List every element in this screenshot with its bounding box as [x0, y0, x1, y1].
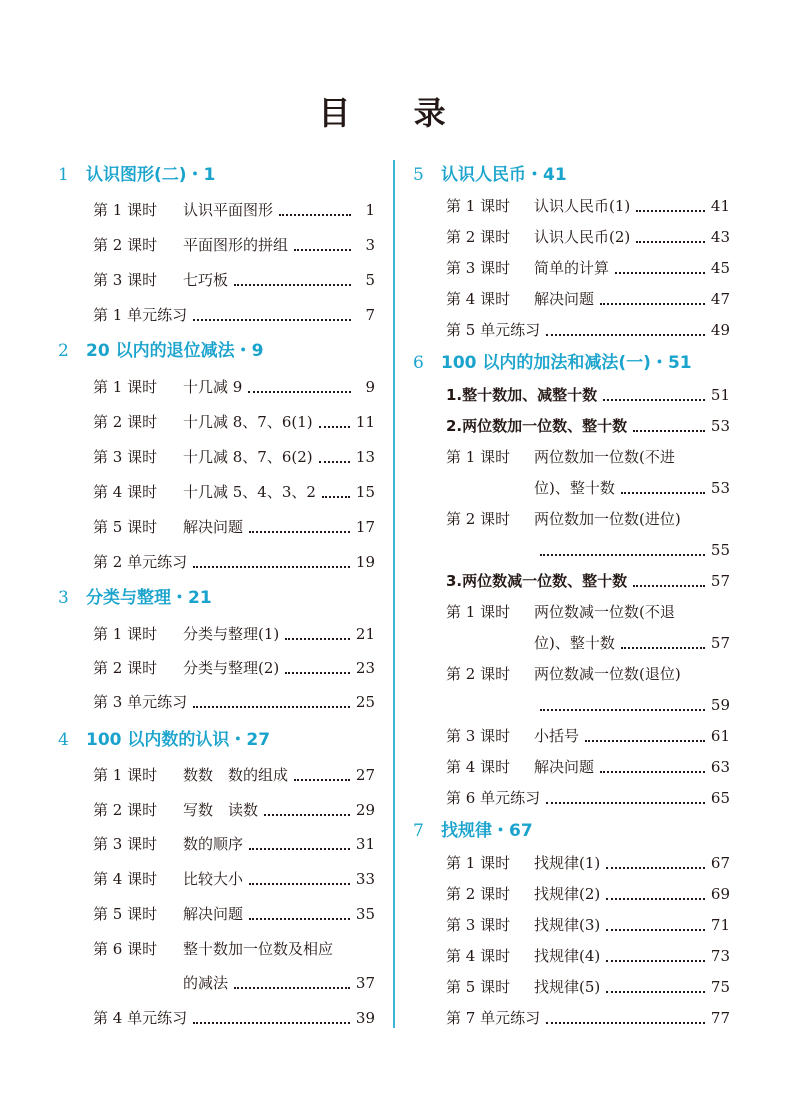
entry-title: 认识人民币(2) [534, 228, 631, 246]
section-heading[interactable] [58, 727, 378, 753]
entry-title: 两位数加一位数(进位) [534, 510, 681, 528]
toc-entry[interactable] [93, 656, 375, 680]
section-title: 认识人民币・41 [441, 165, 567, 185]
entry-page: 57 [710, 572, 730, 590]
entry-label: 第 7 单元练习 [446, 1009, 541, 1027]
entry-label: 第 1 课时 [93, 766, 158, 784]
entry-title: 2.两位数加一位数、整十数 [446, 417, 628, 435]
entry-page: 41 [710, 197, 730, 215]
leader-dots [285, 638, 350, 640]
toc-entry[interactable] [93, 233, 375, 257]
entry-page: 17 [355, 518, 375, 536]
toc-entry[interactable] [446, 318, 730, 342]
entry-page: 7 [365, 306, 375, 324]
leader-dots [603, 399, 705, 401]
entry-page: 37 [355, 974, 375, 992]
entry-label: 第 4 课时 [446, 290, 511, 308]
leader-dots [621, 492, 705, 494]
entry-label: 第 3 课时 [446, 727, 511, 745]
toc-entry[interactable] [446, 882, 730, 906]
toc-entry[interactable] [93, 550, 375, 574]
toc-left-column [58, 0, 378, 1100]
entry-page: 75 [710, 978, 730, 996]
toc-entry[interactable] [93, 198, 375, 222]
entry-label: 第 1 课时 [93, 378, 158, 396]
leader-dots [621, 647, 705, 649]
toc-entry-continued[interactable] [446, 693, 730, 717]
toc-entry[interactable] [446, 287, 730, 311]
leader-dots [633, 585, 705, 587]
leader-dots [600, 303, 705, 305]
entry-label: 第 5 课时 [446, 978, 511, 996]
leader-dots [249, 848, 350, 850]
toc-entry[interactable] [446, 445, 730, 469]
entry-label: 第 1 单元练习 [93, 306, 188, 324]
toc-entry[interactable] [446, 913, 730, 937]
entry-page: 63 [710, 758, 730, 776]
entry-title: 找规律(3) [534, 916, 601, 934]
leader-dots [248, 391, 351, 393]
entry-title: 找规律(2) [534, 885, 601, 903]
entry-label: 第 1 课时 [446, 854, 511, 872]
leader-dots [585, 740, 705, 742]
toc-entry[interactable] [446, 662, 730, 686]
entry-title: 两位数加一位数(不进 [534, 448, 675, 466]
entry-label: 第 3 课时 [93, 271, 158, 289]
entry-label: 第 3 课时 [446, 259, 511, 277]
entry-page: 29 [355, 801, 375, 819]
entry-label: 第 5 课时 [93, 905, 158, 923]
toc-entry[interactable] [93, 867, 375, 891]
toc-entry[interactable] [93, 798, 375, 822]
section-number: 2 [58, 341, 69, 361]
entry-title: 数数 数的组成 [183, 766, 289, 784]
entry-page: 9 [365, 378, 375, 396]
entry-title: 找规律(4) [534, 947, 601, 965]
entry-title: 认识人民币(1) [534, 197, 631, 215]
toc-entry[interactable] [446, 507, 730, 531]
toc-subsection[interactable] [446, 414, 730, 438]
entry-page: 15 [355, 483, 375, 501]
entry-title: 两位数减一位数(退位) [534, 665, 681, 683]
entry-label: 第 6 课时 [93, 940, 158, 958]
leader-dots [249, 883, 350, 885]
entry-title: 找规律(1) [534, 854, 601, 872]
entry-page: 71 [710, 916, 730, 934]
section-number: 4 [58, 730, 69, 750]
entry-title: 找规律(5) [534, 978, 601, 996]
entry-title: 分类与整理(2) [183, 659, 280, 677]
leader-dots [633, 430, 705, 432]
entry-page: 57 [710, 634, 730, 652]
leader-dots [600, 771, 705, 773]
entry-label: 第 4 课时 [93, 870, 158, 888]
toc-entry[interactable] [93, 268, 375, 292]
toc-entry[interactable] [93, 622, 375, 646]
leader-dots [294, 779, 350, 781]
entry-page: 23 [355, 659, 375, 677]
entry-label: 第 3 课时 [446, 916, 511, 934]
entry-page: 73 [710, 947, 730, 965]
section-number: 3 [58, 588, 69, 608]
toc-entry[interactable] [93, 375, 375, 399]
leader-dots [319, 426, 350, 428]
leader-dots [193, 706, 350, 708]
entry-title: 小括号 [534, 727, 580, 745]
toc-entry[interactable] [446, 225, 730, 249]
leader-dots [279, 214, 351, 216]
entry-label: 第 2 课时 [93, 236, 158, 254]
toc-entry[interactable] [93, 515, 375, 539]
toc-entry-continued[interactable] [446, 631, 730, 655]
entry-title: 简单的计算 [534, 259, 610, 277]
entry-label: 第 5 单元练习 [446, 321, 541, 339]
entry-title: 解决问题 [183, 518, 244, 536]
section-title: 20 以内的退位减法・9 [86, 341, 264, 361]
entry-label: 第 4 课时 [93, 483, 158, 501]
section-number: 5 [413, 165, 424, 185]
entry-title: 解决问题 [183, 905, 244, 923]
leader-dots [540, 709, 705, 711]
entry-label: 第 5 课时 [93, 518, 158, 536]
leader-dots [606, 960, 705, 962]
leader-dots [264, 814, 350, 816]
toc-entry[interactable] [93, 902, 375, 926]
column-divider [393, 160, 395, 1028]
entry-page: 69 [710, 885, 730, 903]
section-number: 7 [413, 821, 424, 841]
leader-dots [234, 284, 351, 286]
leader-dots [319, 461, 350, 463]
entry-label: 第 1 课时 [93, 625, 158, 643]
entry-label: 第 1 课时 [446, 197, 511, 215]
entry-page: 5 [365, 271, 375, 289]
leader-dots [546, 802, 705, 804]
leader-dots [322, 496, 350, 498]
entry-label: 第 4 课时 [446, 947, 511, 965]
entry-label: 第 3 课时 [93, 835, 158, 853]
section-heading[interactable] [58, 585, 378, 611]
entry-page: 25 [355, 693, 375, 711]
entry-label: 第 3 课时 [93, 448, 158, 466]
entry-page: 59 [710, 696, 730, 714]
entry-page: 65 [710, 789, 730, 807]
entry-page: 55 [710, 541, 730, 559]
toc-entry[interactable] [93, 937, 375, 961]
entry-page: 49 [710, 321, 730, 339]
section-title: 分类与整理・21 [86, 588, 212, 608]
leader-dots [606, 991, 705, 993]
entry-label: 第 2 课时 [446, 885, 511, 903]
entry-page: 39 [355, 1009, 375, 1027]
toc-entry[interactable] [93, 480, 375, 504]
entry-title: 位)、整十数 [534, 634, 615, 652]
section-heading[interactable] [58, 338, 378, 364]
toc-entry[interactable] [446, 600, 730, 624]
entry-label: 第 2 课时 [446, 228, 511, 246]
entry-label: 第 1 课时 [446, 448, 511, 466]
leader-dots [249, 531, 350, 533]
leader-dots [546, 334, 705, 336]
entry-label: 第 2 课时 [93, 659, 158, 677]
entry-page: 33 [355, 870, 375, 888]
entry-label: 第 3 单元练习 [93, 693, 188, 711]
toc-entry-continued[interactable] [446, 476, 730, 500]
leader-dots [234, 987, 350, 989]
toc-entry[interactable] [446, 1006, 730, 1030]
section-title: 100 以内数的认识・27 [86, 730, 271, 750]
leader-dots [606, 929, 705, 931]
entry-title: 平面图形的拼组 [183, 236, 289, 254]
entry-page: 77 [710, 1009, 730, 1027]
entry-title: 分类与整理(1) [183, 625, 280, 643]
toc-entry[interactable] [93, 690, 375, 714]
toc-entry[interactable] [93, 1006, 375, 1030]
entry-page: 67 [710, 854, 730, 872]
toc-entry-continued[interactable] [93, 971, 375, 995]
entry-title: 解决问题 [534, 758, 595, 776]
toc-entry-continued[interactable] [446, 538, 730, 562]
entry-title: 数的顺序 [183, 835, 244, 853]
leader-dots [285, 672, 350, 674]
entry-title: 的减法 [183, 974, 229, 992]
entry-page: 53 [710, 417, 730, 435]
entry-title: 十几减 8、7、6(2) [183, 448, 313, 466]
entry-page: 35 [355, 905, 375, 923]
entry-page: 13 [355, 448, 375, 466]
page-title: 目 录 [318, 94, 472, 132]
entry-label: 第 2 课时 [93, 801, 158, 819]
entry-title: 写数 读数 [183, 801, 259, 819]
entry-title: 位)、整十数 [534, 479, 615, 497]
section-title: 找规律・67 [441, 821, 533, 841]
leader-dots [193, 1022, 350, 1024]
entry-title: 3.两位数减一位数、整十数 [446, 572, 628, 590]
toc-entry[interactable] [446, 724, 730, 748]
toc-entry[interactable] [446, 194, 730, 218]
entry-page: 27 [355, 766, 375, 784]
entry-page: 47 [710, 290, 730, 308]
leader-dots [193, 566, 350, 568]
section-heading[interactable] [413, 818, 733, 844]
toc-entry[interactable] [446, 256, 730, 280]
entry-title: 十几减 5、4、3、2 [183, 483, 316, 501]
entry-page: 61 [710, 727, 730, 745]
toc-entry[interactable] [93, 445, 375, 469]
toc-subsection[interactable] [446, 383, 730, 407]
entry-label: 第 2 单元练习 [93, 553, 188, 571]
entry-page: 43 [710, 228, 730, 246]
entry-label: 第 1 课时 [93, 201, 158, 219]
leader-dots [546, 1022, 705, 1024]
toc-entry[interactable] [93, 763, 375, 787]
toc-entry[interactable] [93, 410, 375, 434]
entry-title: 比较大小 [183, 870, 244, 888]
entry-title: 整十数加一位数及相应 [183, 940, 334, 958]
entry-label: 第 6 单元练习 [446, 789, 541, 807]
entry-title: 认识平面图形 [183, 201, 274, 219]
section-heading[interactable] [58, 162, 378, 188]
entry-page: 45 [710, 259, 730, 277]
entry-title: 十几减 8、7、6(1) [183, 413, 313, 431]
toc-entry[interactable] [446, 944, 730, 968]
leader-dots [606, 898, 705, 900]
entry-label: 第 2 课时 [446, 510, 511, 528]
toc-entry[interactable] [446, 975, 730, 999]
entry-label: 第 2 课时 [93, 413, 158, 431]
entry-label: 第 1 课时 [446, 603, 511, 621]
entry-page: 3 [365, 236, 375, 254]
section-number: 6 [413, 353, 424, 373]
leader-dots [540, 554, 705, 556]
section-number: 1 [58, 165, 69, 185]
leader-dots [193, 319, 351, 321]
toc-entry[interactable] [446, 851, 730, 875]
toc-entry[interactable] [446, 755, 730, 779]
toc-subsection[interactable] [446, 569, 730, 593]
leader-dots [294, 249, 351, 251]
section-title: 认识图形(二)・1 [86, 165, 216, 185]
entry-title: 七巧板 [183, 271, 229, 289]
entry-label: 第 4 单元练习 [93, 1009, 188, 1027]
section-title: 100 以内的加法和减法(一)・51 [441, 353, 692, 373]
entry-title: 两位数减一位数(不退 [534, 603, 675, 621]
entry-page: 53 [710, 479, 730, 497]
entry-page: 1 [365, 201, 375, 219]
entry-page: 51 [710, 386, 730, 404]
leader-dots [249, 918, 350, 920]
entry-page: 19 [355, 553, 375, 571]
toc-entry[interactable] [93, 303, 375, 327]
toc-right-column [413, 0, 733, 1100]
section-heading[interactable] [413, 162, 733, 188]
entry-page: 11 [355, 413, 375, 431]
entry-title: 解决问题 [534, 290, 595, 308]
entry-title: 十几减 9 [183, 378, 243, 396]
entry-label: 第 4 课时 [446, 758, 511, 776]
entry-page: 21 [355, 625, 375, 643]
entry-title: 1.整十数加、减整十数 [446, 386, 598, 404]
leader-dots [636, 210, 705, 212]
leader-dots [636, 241, 705, 243]
leader-dots [615, 272, 705, 274]
entry-page: 31 [355, 835, 375, 853]
section-heading[interactable] [413, 350, 733, 376]
entry-label: 第 2 课时 [446, 665, 511, 683]
toc-entry[interactable] [93, 832, 375, 856]
toc-entry[interactable] [446, 786, 730, 810]
leader-dots [606, 867, 705, 869]
